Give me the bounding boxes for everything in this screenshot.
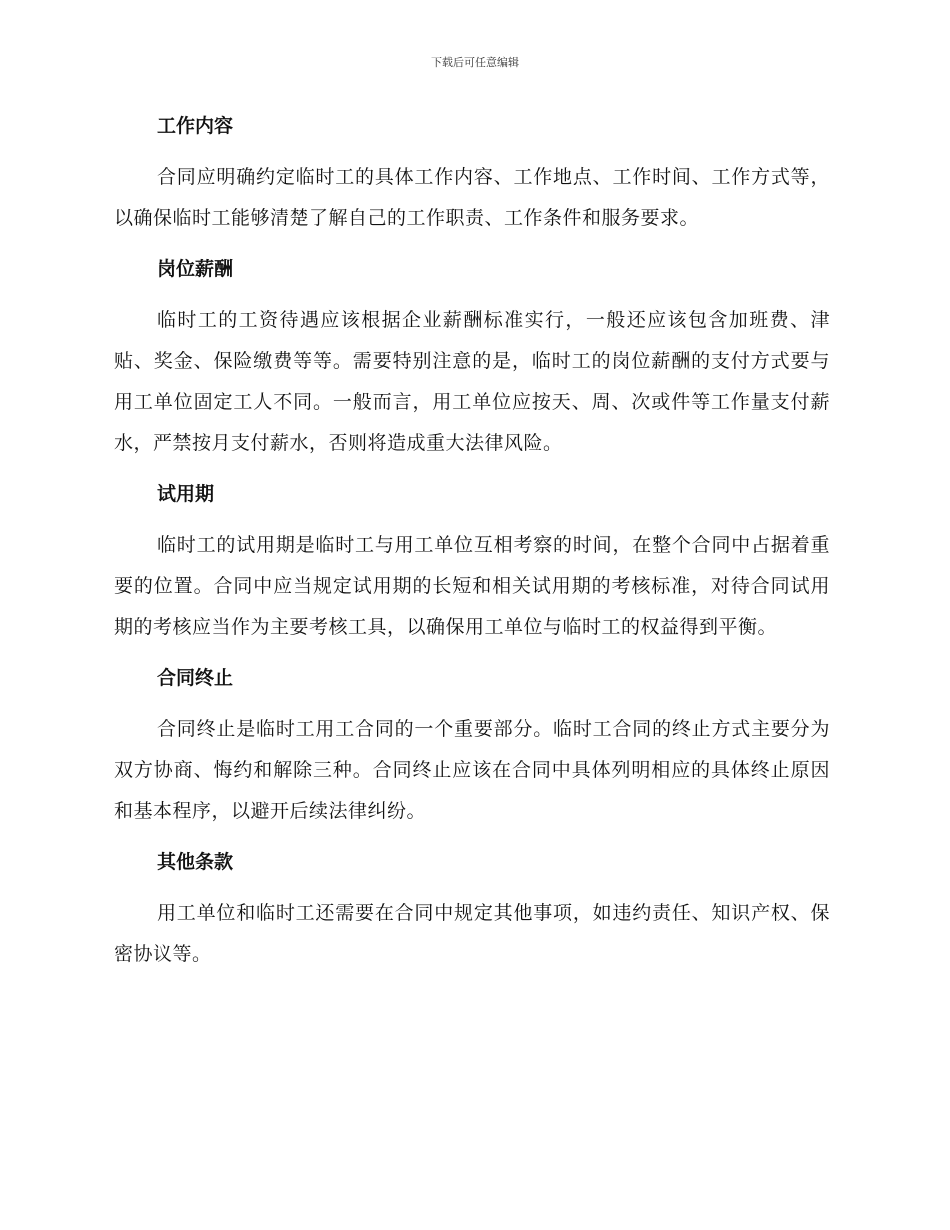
section-heading: 岗位薪酬: [157, 258, 234, 280]
document-content: [114, 112, 830, 991]
section-paragraph: 合同应明确约定临时工的具体工作内容、工作地点、工作时间、工作方式等，以确保临时工能够清楚了解自己的工作职责、工作条件和服务要求。: [114, 166, 830, 229]
section-probation: [114, 480, 830, 648]
section-work-content: [114, 112, 830, 239]
section-heading: 其他条款: [157, 851, 234, 873]
section-paragraph: 合同终止是临时工用工合同的一个重要部分。临时工合同的终止方式主要分为双方协商、悔约和解除三种。合同终止应该在合同中具体列明相应的具体终止原因和基本程序，以避开后续法律纠纷。: [114, 718, 830, 822]
section-other-terms: [114, 848, 830, 975]
section-salary: [114, 255, 830, 464]
section-paragraph: 用工单位和临时工还需要在合同中规定其他事项，如违约责任、知识产权、保密协议等。: [114, 902, 830, 965]
section-heading: 合同终止: [157, 667, 234, 689]
section-heading: 试用期: [157, 483, 215, 505]
section-paragraph: 临时工的试用期是临时工与用工单位互相考察的时间，在整个合同中占据着重要的位置。合同中应当规定试用期的长短和相关试用期的考核标准，对待合同试用期的考核应当作为主要考核工具，以确保用工单位与临时工的权益得到平衡。: [114, 534, 830, 638]
section-paragraph: 临时工的工资待遇应该根据企业薪酬标准实行，一般还应该包含加班费、津贴、奖金、保险缴费等等。需要特别注意的是，临时工的岗位薪酬的支付方式要与用工单位固定工人不同。一般而言，用工单位应按天、周、次或件等工作量支付薪水，严禁按月支付薪水，否则将造成重大法律风险。: [114, 309, 830, 454]
page-header-note: 下载后可任意编辑: [431, 56, 519, 69]
section-termination: [114, 664, 830, 832]
section-heading: 工作内容: [157, 115, 234, 137]
